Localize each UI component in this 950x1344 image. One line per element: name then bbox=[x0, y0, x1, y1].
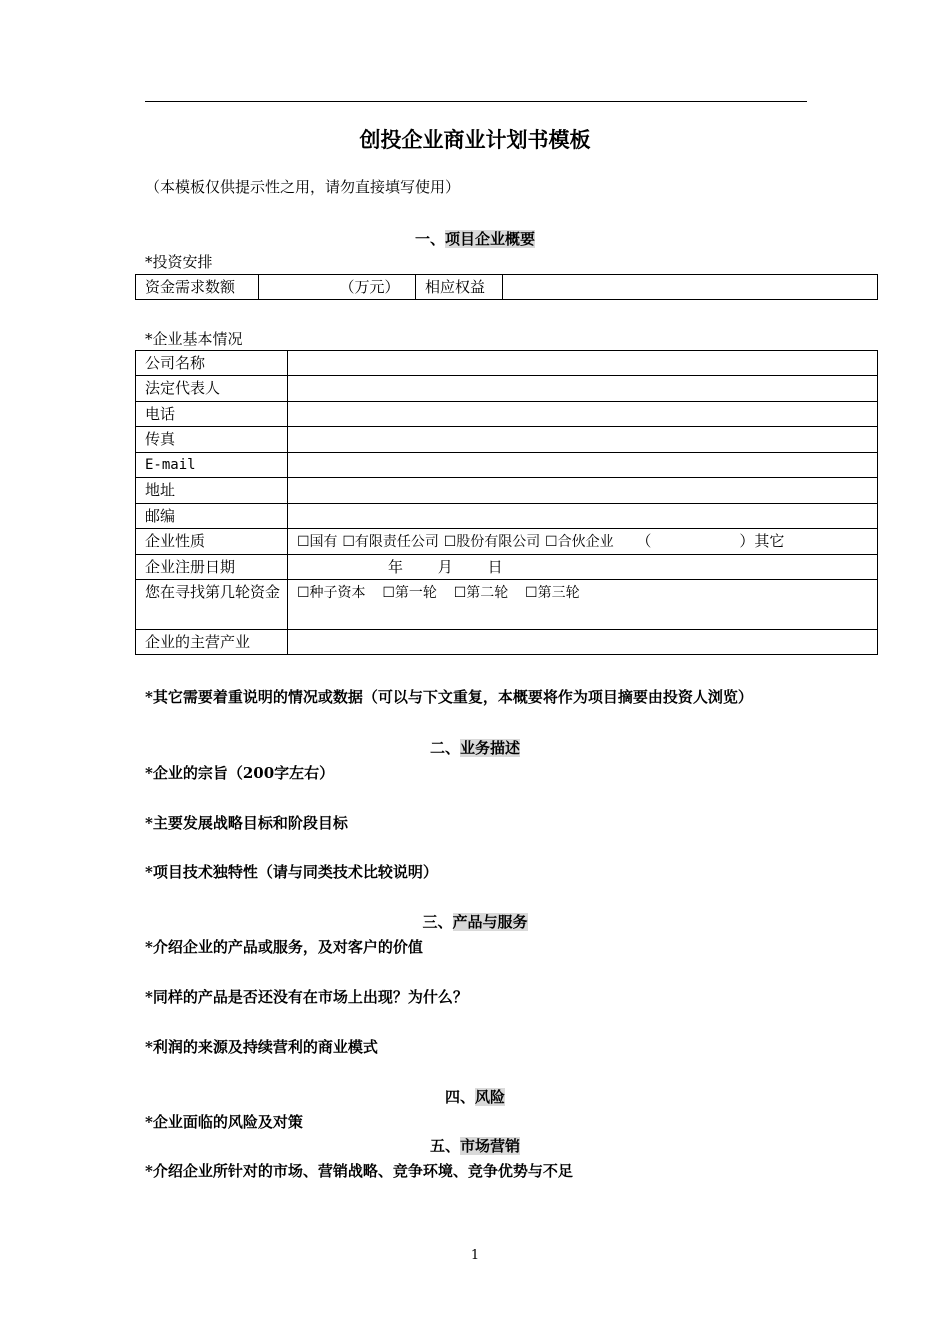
section-2-question-2: *主要发展战略目标和阶段目标 bbox=[145, 814, 348, 832]
section-3-prefix: 三、 bbox=[422, 913, 453, 931]
table-row bbox=[136, 504, 878, 529]
round-option-third[interactable]: ☐第三轮 bbox=[525, 585, 580, 601]
phone-label: 电话 bbox=[136, 402, 288, 427]
round-option-first[interactable]: ☐第一轮 bbox=[382, 585, 437, 601]
round-option-seed[interactable]: ☐种子资本 bbox=[297, 585, 366, 601]
postcode-label: 邮编 bbox=[136, 504, 288, 529]
industry-label: 企业的主营产业 bbox=[136, 630, 288, 655]
nature-option-state[interactable]: ☐国有 bbox=[297, 534, 338, 550]
fax-field[interactable] bbox=[288, 427, 878, 453]
phone-field[interactable] bbox=[288, 402, 878, 427]
table-row bbox=[136, 478, 878, 504]
funding-amount-field[interactable] bbox=[259, 275, 340, 300]
round-label: 您在寻找第几轮资金 bbox=[136, 580, 288, 630]
section-2-question-1: *企业的宗旨（200字左右） bbox=[145, 764, 335, 782]
funding-amount-label: 资金需求数额 bbox=[136, 275, 259, 300]
funding-unit: （万元） bbox=[340, 275, 416, 300]
header-rule bbox=[145, 101, 807, 102]
section-4-prefix: 四、 bbox=[444, 1088, 475, 1106]
section-3-title: 产品与服务 bbox=[452, 913, 528, 931]
address-field[interactable] bbox=[288, 478, 878, 504]
nature-option-llc[interactable]: ☐有限责任公司 bbox=[342, 534, 439, 550]
table-row bbox=[136, 351, 878, 376]
equity-label: 相应权益 bbox=[416, 275, 503, 300]
page-number: 1 bbox=[470, 1248, 480, 1263]
document-title: 创投企业商业计划书模板 bbox=[359, 127, 591, 152]
section-3-heading bbox=[0, 911, 950, 932]
industry-field[interactable] bbox=[288, 630, 878, 655]
section-5-title: 市场营销 bbox=[460, 1137, 521, 1155]
fax-label: 传真 bbox=[136, 427, 288, 453]
table-row bbox=[136, 376, 878, 402]
investment-table bbox=[135, 274, 878, 300]
legal-rep-field[interactable] bbox=[288, 376, 878, 402]
section-2-prefix: 二、 bbox=[429, 739, 460, 757]
section-5-heading bbox=[0, 1135, 950, 1156]
section-4-question-1: *企业面临的风险及对策 bbox=[145, 1113, 303, 1131]
extra-note: *其它需要着重说明的情况或数据（可以与下文重复，本概要将作为项目摘要由投资人浏览） bbox=[145, 688, 753, 706]
equity-field[interactable] bbox=[503, 275, 878, 300]
section-1-heading bbox=[0, 228, 950, 249]
nature-option-partnership[interactable]: ☐合伙企业 bbox=[545, 534, 614, 550]
email-label: E-mail bbox=[136, 453, 288, 478]
section-5-prefix: 五、 bbox=[429, 1137, 460, 1155]
reg-date-year: 年 bbox=[388, 558, 404, 576]
investment-row bbox=[136, 275, 878, 300]
section-4-heading bbox=[0, 1086, 950, 1107]
section-3-question-3: *利润的来源及持续营利的商业模式 bbox=[145, 1038, 378, 1056]
company-name-label: 公司名称 bbox=[136, 351, 288, 376]
table-row bbox=[136, 555, 878, 580]
table-row bbox=[136, 630, 878, 655]
address-label: 地址 bbox=[136, 478, 288, 504]
table-row bbox=[136, 427, 878, 453]
reg-date-day: 日 bbox=[487, 558, 503, 576]
company-name-field[interactable] bbox=[288, 351, 878, 376]
table-row bbox=[136, 529, 878, 555]
table-row bbox=[136, 402, 878, 427]
section-2-question-3: *项目技术独特性（请与同类技术比较说明） bbox=[145, 863, 438, 881]
legal-rep-label: 法定代表人 bbox=[136, 376, 288, 402]
section-2-title: 业务描述 bbox=[460, 739, 521, 757]
table-row bbox=[136, 580, 878, 630]
nature-other-label: ）其它 bbox=[739, 532, 785, 550]
section-5-question-1: *介绍企业所针对的市场、营销战略、竞争环境、竞争优势与不足 bbox=[145, 1162, 573, 1180]
table-row bbox=[136, 453, 878, 478]
nature-other-open: （ bbox=[636, 532, 652, 550]
reg-date-label: 企业注册日期 bbox=[136, 555, 288, 580]
section-2-heading bbox=[0, 737, 950, 758]
reg-date-field[interactable] bbox=[288, 555, 878, 580]
section-3-question-2: *同样的产品是否还没有在市场上出现？为什么？ bbox=[145, 988, 468, 1006]
email-field[interactable] bbox=[288, 453, 878, 478]
section-4-title: 风险 bbox=[475, 1088, 506, 1106]
reg-date-month: 月 bbox=[437, 558, 453, 576]
nature-option-joint-stock[interactable]: ☐股份有限公司 bbox=[443, 534, 541, 550]
basic-info-label: *企业基本情况 bbox=[145, 330, 243, 348]
nature-label: 企业性质 bbox=[136, 529, 288, 555]
investment-label: *投资安排 bbox=[145, 253, 213, 271]
round-options bbox=[288, 580, 878, 630]
basic-info-table bbox=[135, 350, 878, 655]
postcode-field[interactable] bbox=[288, 504, 878, 529]
round-option-second[interactable]: ☐第二轮 bbox=[453, 585, 509, 601]
section-1-prefix: 一、 bbox=[414, 230, 445, 248]
nature-options bbox=[288, 529, 878, 555]
template-note: （本模板仅供提示性之用，请勿直接填写使用） bbox=[145, 178, 461, 196]
section-1-title: 项目企业概要 bbox=[445, 230, 536, 248]
section-3-question-1: *介绍企业的产品或服务，及对客户的价值 bbox=[145, 938, 423, 956]
